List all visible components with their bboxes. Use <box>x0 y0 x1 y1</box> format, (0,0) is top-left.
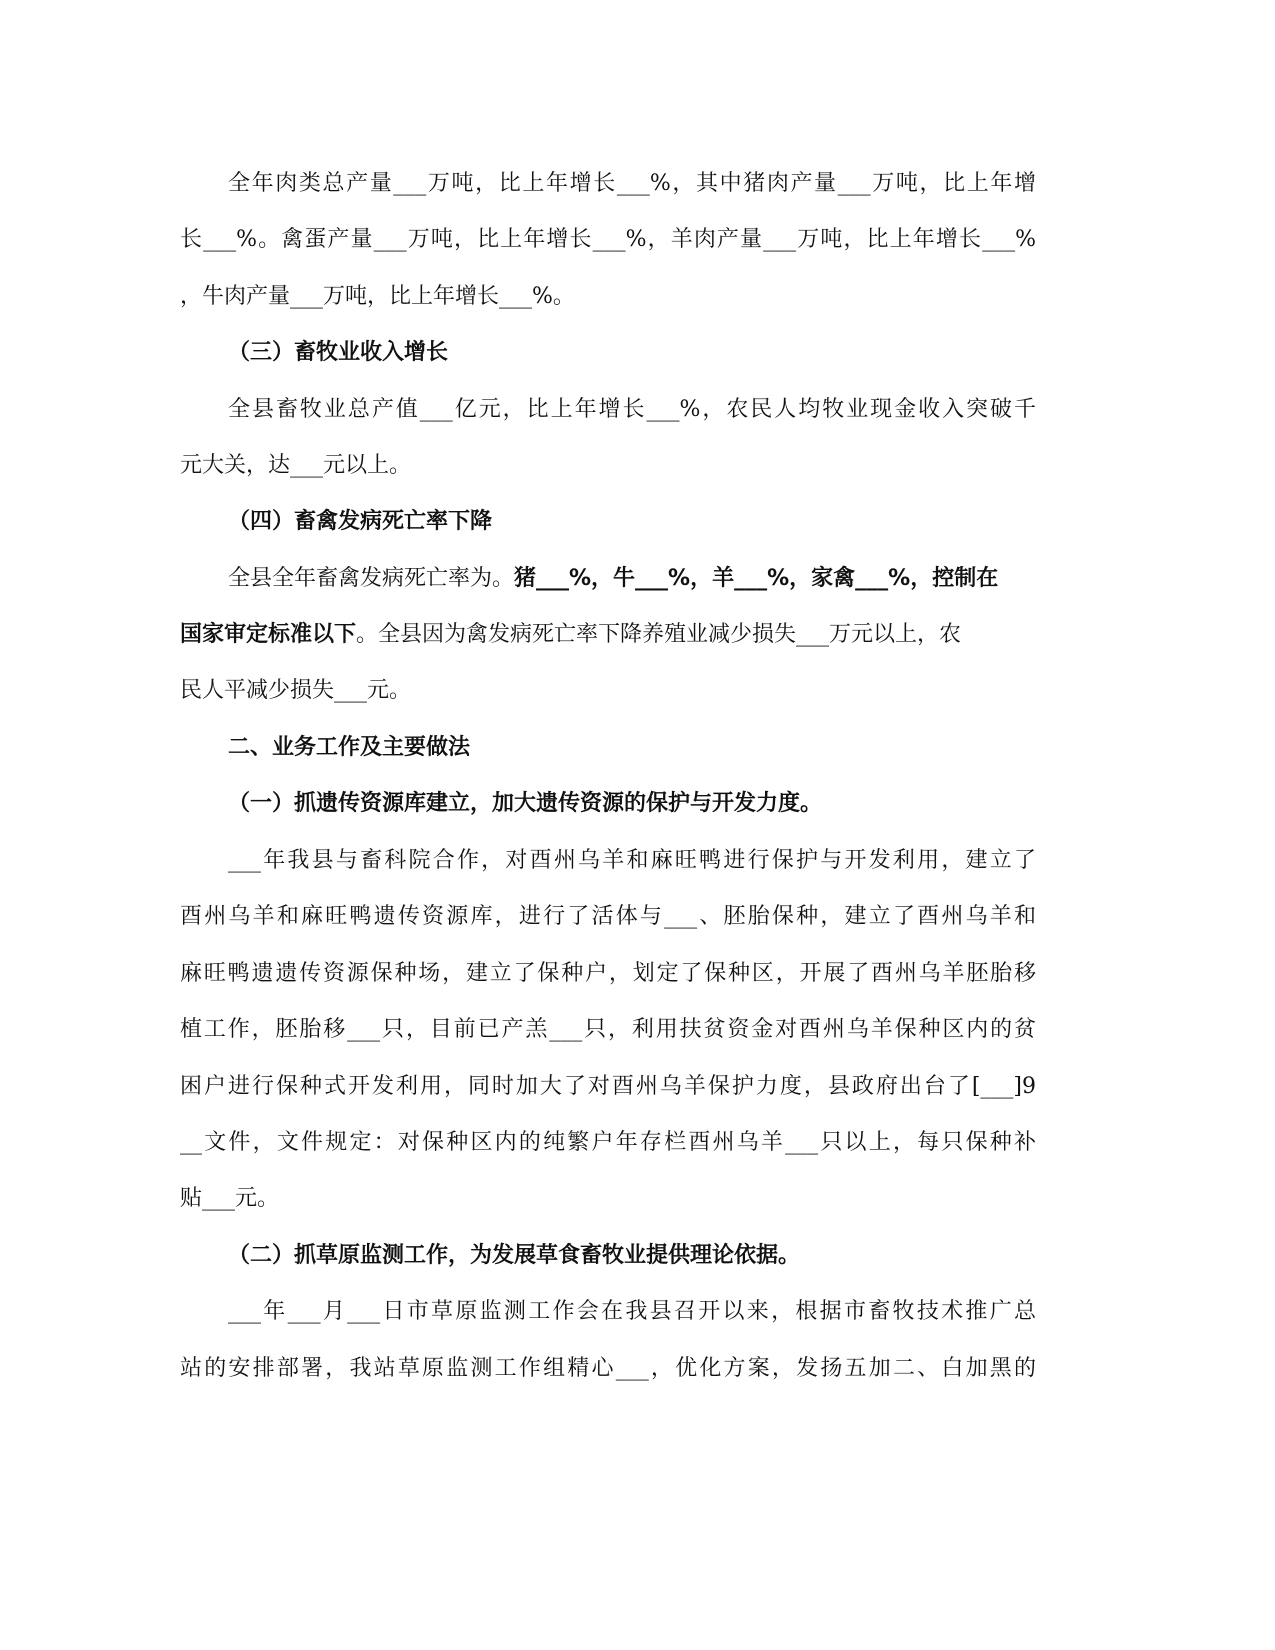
paragraph-line: ___年___月___日市草原监测工作会在我县召开以来，根据市畜牧技术推广总 <box>228 1299 1036 1324</box>
paragraph-line: 麻旺鸭遗遗传资源保种场，建立了保种户，划定了保种区，开展了酉州乌羊胚胎移 <box>180 961 1036 986</box>
paragraph-line <box>180 619 1036 651</box>
paragraph-line: 困户进行保种式开发利用，同时加大了对酉州乌羊保护力度，县政府出台了[___]9 <box>180 1074 1036 1099</box>
paragraph-line: 元大关，达___元以上。 <box>180 453 412 478</box>
paragraph-line: 长___%。禽蛋产量___万吨，比上年增长___%，羊肉产量___万吨，比上年增长___% <box>180 227 1036 252</box>
paragraph-line: 全年肉类总产量___万吨，比上年增长___%，其中猪肉产量___万吨，比上年增 <box>228 171 1036 196</box>
bold-text: 国家审定标准以下 <box>180 622 357 647</box>
paragraph-line <box>180 563 1036 595</box>
paragraph-line: 民人平减少损失___元。 <box>180 678 412 703</box>
paragraph-line: 贴___元。 <box>180 1186 280 1211</box>
line-text: 全县全年畜禽发病死亡率为。 <box>228 566 515 591</box>
line-text: 。全县因为禽发病死亡率下降养殖业减少损失___万元以上，农 <box>356 622 962 647</box>
paragraph-line: __文件，文件规定：对保种区内的纯繁户年存栏酉州乌羊___只以上，每只保种补 <box>180 1130 1036 1155</box>
paragraph-line: 酉州乌羊和麻旺鸭遗传资源库，进行了活体与___、胚胎保种，建立了酉州乌羊和 <box>180 904 1036 929</box>
subsection-heading: （一）抓遗传资源库建立，加大遗传资源的保护与开发力度。 <box>228 791 823 816</box>
section-heading: （三）畜牧业收入增长 <box>228 340 449 365</box>
paragraph-line: ___年我县与畜科院合作，对酉州乌羊和麻旺鸭进行保护与开发利用，建立了 <box>228 848 1036 873</box>
bold-text: 猪___%，牛___%，羊___%，家禽___%，控制在 <box>514 566 999 591</box>
paragraph-line: 植工作，胚胎移___只，目前已产羔___只，利用扶贫资金对酉州乌羊保种区内的贫 <box>180 1017 1036 1042</box>
section-heading: （四）畜禽发病死亡率下降 <box>228 509 493 534</box>
paragraph-line: ，牛肉产量___万吨，比上年增长___%。 <box>180 284 575 309</box>
paragraph-line: 站的安排部署，我站草原监测工作组精心___，优化方案，发扬五加二、白加黑的 <box>180 1356 1036 1381</box>
paragraph-line: 全县畜牧业总产值___亿元，比上年增长___%，农民人均牧业现金收入突破千 <box>228 397 1036 422</box>
section-heading: 二、业务工作及主要做法 <box>228 735 471 760</box>
subsection-heading: （二）抓草原监测工作，为发展草食畜牧业提供理论依据。 <box>228 1243 801 1268</box>
